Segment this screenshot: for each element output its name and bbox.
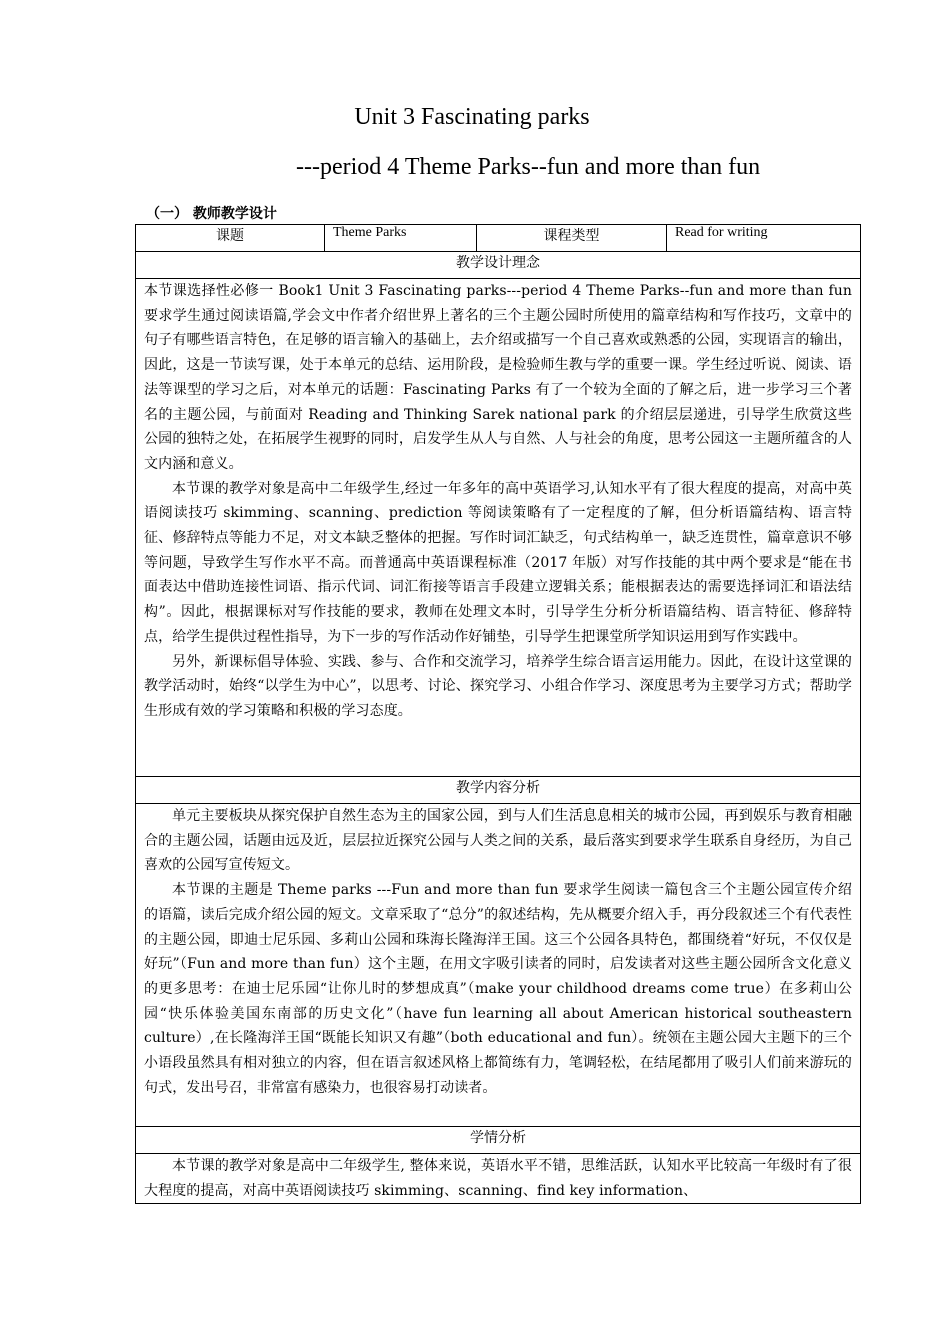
concept-body (136, 279, 861, 777)
concept-paragraph: 本节课选择性必修一 Book1 Unit 3 Fascinating parks---period 4 Theme Parks--fun and more than fun 要求学生通过阅读语篇,学会文中作者介绍世界上著名的三个主题公园时所使用的篇章结构和写作技巧，文章中的句子有哪些语言特色，在足够的语言输入的基础上，去介绍或描写一个自己喜欢或熟悉的公园，实现语言的输出，因此，这是一节读写课，处于本单元的总结、运用阶段，是检验师生教与学的重要一课。学生经过听说、阅读、语法等课型的学习之后，对本单元的话题：Fascinating Parks 有了一个较为全面的了解之后，进一步学习三个著名的主题公园，与前面对 Reading and Thinking Sarek national park 的介绍层层递进，引导学生欣赏这些公园的独特之处，在拓展学生视野的同时，启发学生从人与自然、人与社会的角度，思考公园这一主题所蕴含的人文内涵和意义。 (144, 283, 852, 472)
topic-label: 课题 (136, 225, 325, 252)
concept-paragraph: 另外，新课标倡导体验、实践、参与、合作和交流学习，培养学生综合语言运用能力。因此，在设计这堂课的教学活动时，始终“以学生为中心”，以思考、讨论、探究学习、小组合作学习、深度思考为主要学习方式；帮助学生形成有效的学习策略和积极的学习态度。 (144, 653, 852, 719)
document-subtitle: ---period 4 Theme Parks--fun and more than fun (296, 154, 761, 180)
learners-body-row (136, 1154, 861, 1204)
learners-heading: 学情分析 (136, 1127, 861, 1154)
section-heading: （一） 教师教学设计 (146, 206, 277, 222)
concept-paragraph: 本节课的教学对象是高中二年级学生,经过一年多年的高中英语学习,认知水平有了很大程度的提高，对高中英语阅读技巧 skimming、scanning、prediction 等阅读策略有了一定程度的了解，但分析语篇结构、语言特征、修辞特点等能力不足，对文本缺乏整体的把握。写作时词汇缺乏，句式结构单一，缺乏连贯性，篇章意识不够等问题，导致学生写作水平不高。而普通高中英语课程标准（2017 年版）对写作技能的其中两个要求是“能在书面表达中借助连接性词语、指示代词、词汇衔接等语言手段建立逻辑关系；能根据表达的需要选择词汇和语法结构”。因此，根据课标对写作技能的要求，教师在处理文本时，引导学生分析分析语篇结构、语言特征、修辞特点，给学生提供过程性指导，为下一步的写作活动作好铺垫，引导学生把课堂所学知识运用到写作实践中。 (144, 480, 852, 645)
content-paragraph: 本节课的主题是 Theme parks ---Fun and more than fun 要求学生阅读一篇包含三个主题公园宣传介绍的语篇，读后完成介绍公园的短文。文章采取了“总分”的叙述结构，先从概要介绍入手，再分段叙述三个有代表性的主题公园，即迪士尼乐园、多莉山公园和珠海长隆海洋王国。这三个公园各具特色，都围绕着“好玩，不仅仅是好玩”（Fun and more than fun）这个主题，在用文字吸引读者的同时，启发读者对这些主题公园所含文化意义的更多思考：在迪士尼乐园“让你儿时的梦想成真”（make your childhood dreams come true）在多莉山公园“快乐体验美国东南部的历史文化”（have fun learning all about American historical southeastern culture）,在长隆海洋王国“既能长知识又有趣”（both educational and fun）。统领在主题公园大主题下的三个小语段虽然具有相对独立的内容，但在语言叙述风格上都简练有力，笔调轻松，在结尾都用了吸引人们前来游玩的句式，发出号召，非常富有感染力，也很容易打动读者。 (144, 882, 852, 1096)
course-type-label: 课程类型 (477, 225, 667, 252)
content-body (136, 804, 861, 1127)
document-title: Unit 3 Fascinating parks (354, 104, 590, 130)
learners-paragraph: 本节课的教学对象是高中二年级学生, 整体来说，英语水平不错，思维活跃，认知水平比较高一年级时有了很大程度的提高，对高中英语阅读技巧 skimming、scanning、find key information、 (144, 1158, 852, 1199)
content-heading: 教学内容分析 (136, 777, 861, 804)
concept-heading: 教学设计理念 (136, 252, 861, 279)
lesson-plan-table (135, 224, 861, 1204)
content-heading-row (136, 777, 861, 804)
learners-body (136, 1154, 861, 1204)
meta-row (136, 225, 861, 252)
learners-heading-row (136, 1127, 861, 1154)
topic-value: Theme Parks (325, 225, 477, 252)
course-type-value: Read for writing (667, 225, 861, 252)
content-paragraph: 单元主要板块从探究保护自然生态为主的国家公园，到与人们生活息息相关的城市公园，再到娱乐与教育相融合的主题公园，话题由远及近，层层拉近探究公园与人类之间的关系，最后落实到要求学生联系自身经历，为自己喜欢的公园写宣传短文。 (144, 808, 852, 874)
concept-heading-row (136, 252, 861, 279)
content-body-row (136, 804, 861, 1127)
concept-body-row (136, 279, 861, 777)
